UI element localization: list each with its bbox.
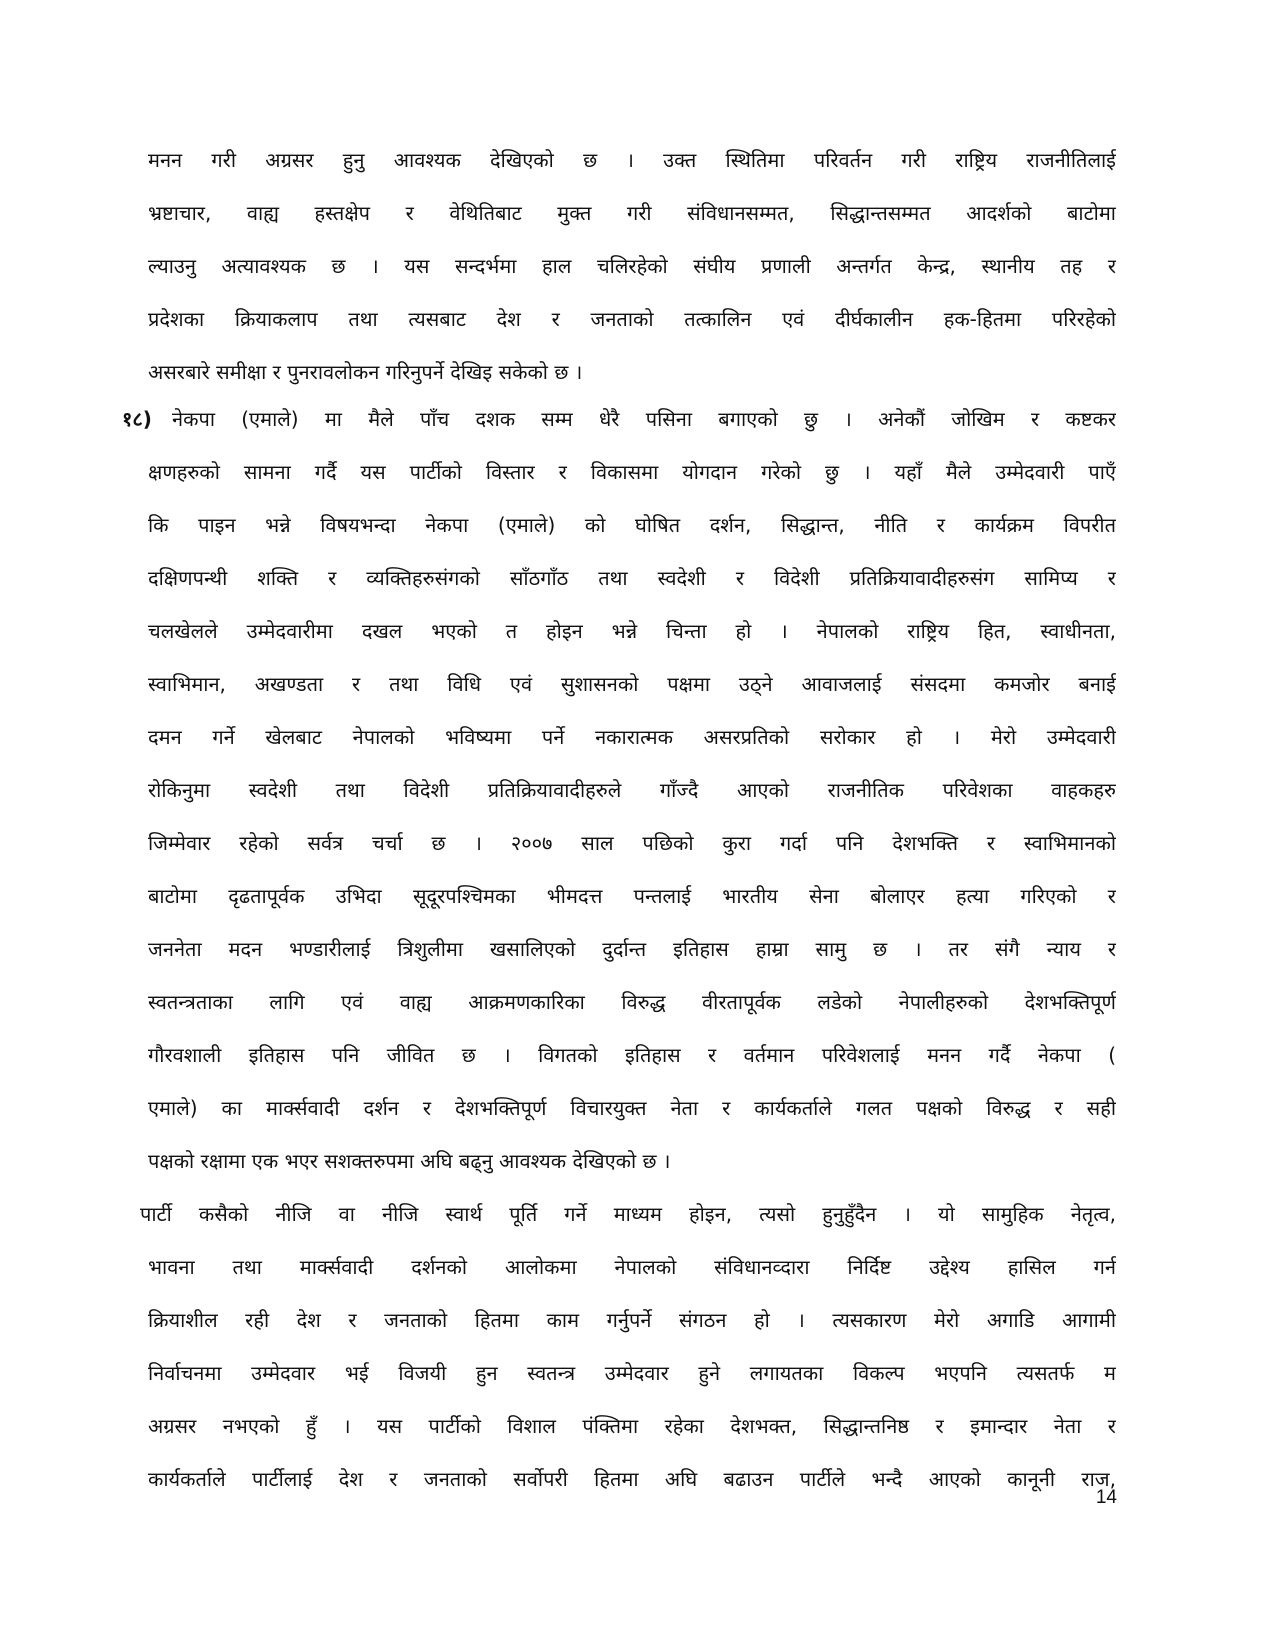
body-text-line: कार्यकर्ताले पार्टीलाई देश र जनताको सर्वोपरी हितमा अघि बढाउन पार्टीले भन्दै आएको कानूनी राज,	[148, 1467, 1116, 1491]
body-text-line: गौरवशाली इतिहास पनि जीवित छ । विगतको इतिहास र वर्तमान परिवेशलाई मनन गर्दै नेकपा (	[148, 1043, 1116, 1067]
body-text-line: जननेता मदन भण्डारीलाई त्रिशुलीमा खसालिएको दुर्दान्त इतिहास हाम्रा सामु छ । तर संगै न्याय र	[148, 937, 1116, 961]
body-text-line: जिम्मेवार रहेको सर्वत्र चर्चा छ । २००७ साल पछिको कुरा गर्दा पनि देशभक्ति र स्वाभिमानको	[148, 831, 1116, 855]
body-text-line: भ्रष्टाचार, वाह्य हस्तक्षेप र वेथितिबाट मुक्त गरी संविधानसम्मत, सिद्धान्तसम्मत आदर्शको बाटोमा	[148, 201, 1116, 225]
body-text-line: बाटोमा दृढतापूर्वक उभिदा सूदूरपश्चिमका भीमदत्त पन्तलाई भारतीय सेना बोलाएर हत्या गरिएको र	[148, 884, 1116, 908]
body-text-line: नेकपा (एमाले) मा मैले पाँच दशक सम्म धेरै पसिना बगाएको छु । अनेकौं जोखिम र कष्टकर	[172, 407, 1116, 431]
body-text-line: मनन गरी अग्रसर हुनु आवश्यक देखिएको छ । उक्त स्थितिमा परिवर्तन गरी राष्ट्रिय राजनीतिलाई	[148, 148, 1116, 172]
body-text-line: ल्याउनु अत्यावश्यक छ । यस सन्दर्भमा हाल चलिरहेको संघीय प्रणाली अन्तर्गत केन्द्र, स्थानीय तह र	[148, 254, 1116, 278]
body-text-line: पक्षको रक्षामा एक भएर सशक्तरुपमा अघि बढ्नु आवश्यक देखिएको छ ।	[148, 1149, 671, 1173]
body-text-line: दमन गर्ने खेलबाट नेपालको भविष्यमा पर्ने नकारात्मक असरप्रतिको सरोकार हो । मेरो उम्मेदवारी	[148, 725, 1116, 749]
body-text-line: अग्रसर नभएको हुँ । यस पार्टीको विशाल पंक्तिमा रहेका देशभक्त, सिद्धान्तनिष्ठ र इमान्दार नेता र	[148, 1414, 1116, 1438]
body-text-line: क्रियाशील रही देश र जनताको हितमा काम गर्नुपर्ने संगठन हो । त्यसकारण मेरो अगाडि आगामी	[148, 1308, 1116, 1332]
body-text-line: रोकिनुमा स्वदेशी तथा विदेशी प्रतिक्रियावादीहरुले गाँज्दै आएको राजनीतिक परिवेशका वाहकहरु	[148, 778, 1116, 802]
paragraph-number: १८)	[122, 407, 152, 431]
body-text-line: चलखेलले उम्मेदवारीमा दखल भएको त होइन भन्ने चिन्ता हो । नेपालको राष्ट्रिय हित, स्वाधीनता,	[148, 619, 1116, 643]
body-text-line: पार्टी कसैको नीजि वा नीजि स्वार्थ पूर्ति गर्ने माध्यम होइन, त्यसो हुनुहुँदैन । यो सामुहिक नेतृत्व,	[140, 1202, 1116, 1226]
body-text-line: एमाले) का मार्क्सवादी दर्शन र देशभक्तिपूर्ण विचारयुक्त नेता र कार्यकर्ताले गलत पक्षको विरुद्ध र सही	[148, 1096, 1116, 1120]
body-text-line: क्षणहरुको सामना गर्दै यस पार्टीको विस्तार र विकासमा योगदान गरेको छु । यहाँ मैले उम्मेदवारी पाएँ	[148, 460, 1116, 484]
body-text-line: भावना तथा मार्क्सवादी दर्शनको आलोकमा नेपालको संविधानव्दारा निर्दिष्ट उद्देश्य हासिल गर्न	[148, 1255, 1116, 1279]
body-text-line: प्रदेशका क्रियाकलाप तथा त्यसबाट देश र जनताको तत्कालिन एवं दीर्घकालीन हक-हितमा परिरहेको	[148, 307, 1116, 331]
body-text-line: कि पाइन भन्ने विषयभन्दा नेकपा (एमाले) को घोषित दर्शन, सिद्धान्त, नीति र कार्यक्रम विपरीत	[148, 513, 1116, 537]
page-number: 14	[1095, 1487, 1117, 1508]
body-text-line: स्वाभिमान, अखण्डता र तथा विधि एवं सुशासनको पक्षमा उठ्ने आवाजलाई संसदमा कमजोर बनाई	[148, 672, 1116, 696]
body-text-line: दक्षिणपन्थी शक्ति र व्यक्तिहरुसंगको साँठगाँठ तथा स्वदेशी र विदेशी प्रतिक्रियावादीहरुसंग सामिप्य र	[148, 566, 1116, 590]
body-text-line: निर्वाचनमा उम्मेदवार भई विजयी हुन स्वतन्त्र उम्मेदवार हुने लगायतका विकल्प भएपनि त्यसतर्फ म	[148, 1361, 1116, 1385]
body-text-line: असरबारे समीक्षा र पुनरावलोकन गरिनुपर्ने देखिइ सकेको छ ।	[148, 360, 583, 384]
body-text-line: स्वतन्त्रताका लागि एवं वाह्य आक्रमणकारिका विरुद्ध वीरतापूर्वक लडेको नेपालीहरुको देशभक्तिपूर्ण	[148, 990, 1116, 1014]
